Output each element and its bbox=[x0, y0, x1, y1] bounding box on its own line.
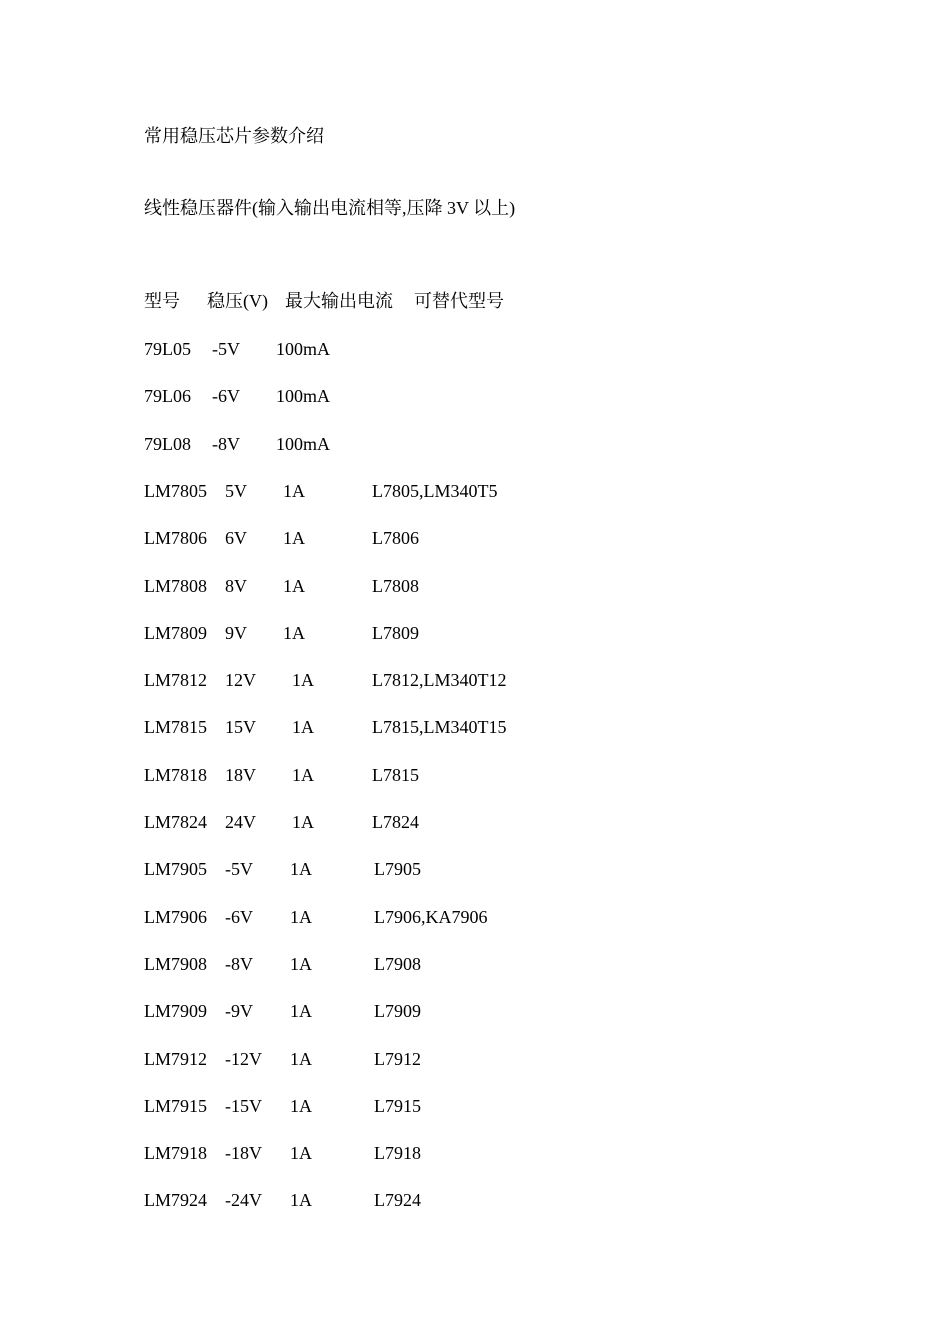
cell-alternatives: L7908 bbox=[374, 954, 421, 974]
cell-voltage: 18V bbox=[225, 765, 256, 785]
cell-current: 1A bbox=[283, 623, 305, 643]
table-row bbox=[0, 1189, 950, 1211]
cell-alternatives: L7809 bbox=[372, 623, 419, 643]
table-row bbox=[0, 1142, 950, 1164]
cell-model: 79L05 bbox=[144, 339, 191, 359]
cell-current: 1A bbox=[290, 1001, 312, 1021]
cell-alternatives: L7824 bbox=[372, 812, 419, 832]
header-max-current: 最大输出电流 bbox=[285, 291, 393, 311]
cell-voltage: 6V bbox=[225, 528, 247, 548]
table-row bbox=[0, 1000, 950, 1022]
table-row bbox=[0, 906, 950, 928]
table-row bbox=[0, 385, 950, 407]
table-row bbox=[0, 575, 950, 597]
cell-voltage: -9V bbox=[225, 1001, 253, 1021]
cell-model: LM7915 bbox=[144, 1096, 207, 1116]
cell-alternatives: L7924 bbox=[374, 1190, 421, 1210]
table-row bbox=[0, 858, 950, 880]
cell-alternatives: L7815,LM340T15 bbox=[372, 717, 507, 737]
cell-current: 1A bbox=[290, 954, 312, 974]
cell-alternatives: L7812,LM340T12 bbox=[372, 670, 507, 690]
cell-current: 1A bbox=[292, 717, 314, 737]
cell-model: LM7809 bbox=[144, 623, 207, 643]
cell-model: LM7905 bbox=[144, 859, 207, 879]
cell-alternatives: L7808 bbox=[372, 576, 419, 596]
cell-voltage: -5V bbox=[225, 859, 253, 879]
cell-voltage: -12V bbox=[225, 1049, 262, 1069]
cell-model: LM7824 bbox=[144, 812, 207, 832]
cell-voltage: -6V bbox=[212, 386, 240, 406]
cell-voltage: 5V bbox=[225, 481, 247, 501]
cell-current: 1A bbox=[292, 812, 314, 832]
table-row bbox=[0, 527, 950, 549]
cell-current: 1A bbox=[290, 907, 312, 927]
cell-voltage: -8V bbox=[212, 434, 240, 454]
cell-voltage: -24V bbox=[225, 1190, 262, 1210]
cell-voltage: -15V bbox=[225, 1096, 262, 1116]
cell-voltage: 12V bbox=[225, 670, 256, 690]
cell-model: LM7818 bbox=[144, 765, 207, 785]
table-row bbox=[0, 1048, 950, 1070]
table-row bbox=[0, 716, 950, 738]
cell-current: 1A bbox=[290, 1096, 312, 1116]
cell-voltage: -6V bbox=[225, 907, 253, 927]
cell-model: LM7815 bbox=[144, 717, 207, 737]
cell-current: 1A bbox=[290, 1143, 312, 1163]
cell-current: 1A bbox=[283, 481, 305, 501]
cell-alternatives: L7815 bbox=[372, 765, 419, 785]
cell-current: 100mA bbox=[276, 386, 330, 406]
cell-current: 100mA bbox=[276, 434, 330, 454]
cell-current: 1A bbox=[292, 765, 314, 785]
cell-current: 1A bbox=[290, 1190, 312, 1210]
cell-alternatives: L7918 bbox=[374, 1143, 421, 1163]
cell-voltage: -8V bbox=[225, 954, 253, 974]
header-alternatives: 可替代型号 bbox=[414, 291, 504, 311]
cell-current: 1A bbox=[292, 670, 314, 690]
header-voltage: 稳压(V) bbox=[207, 291, 268, 311]
table-row bbox=[0, 1095, 950, 1117]
cell-model: LM7806 bbox=[144, 528, 207, 548]
table-header-row bbox=[0, 290, 950, 312]
cell-model: LM7812 bbox=[144, 670, 207, 690]
cell-current: 1A bbox=[290, 1049, 312, 1069]
cell-current: 1A bbox=[283, 528, 305, 548]
header-model: 型号 bbox=[144, 291, 180, 311]
cell-current: 1A bbox=[283, 576, 305, 596]
cell-model: LM7908 bbox=[144, 954, 207, 974]
table-row bbox=[0, 622, 950, 644]
cell-voltage: 15V bbox=[225, 717, 256, 737]
cell-model: 79L06 bbox=[144, 386, 191, 406]
cell-voltage: 8V bbox=[225, 576, 247, 596]
cell-alternatives: L7909 bbox=[374, 1001, 421, 1021]
table-row bbox=[0, 764, 950, 786]
cell-alternatives: L7906,KA7906 bbox=[374, 907, 488, 927]
cell-alternatives: L7805,LM340T5 bbox=[372, 481, 498, 501]
cell-model: LM7906 bbox=[144, 907, 207, 927]
table-row bbox=[0, 480, 950, 502]
cell-voltage: 24V bbox=[225, 812, 256, 832]
cell-alternatives: L7806 bbox=[372, 528, 419, 548]
cell-alternatives: L7915 bbox=[374, 1096, 421, 1116]
cell-model: LM7805 bbox=[144, 481, 207, 501]
cell-current: 1A bbox=[290, 859, 312, 879]
cell-voltage: 9V bbox=[225, 623, 247, 643]
table-row bbox=[0, 669, 950, 691]
table-row bbox=[0, 433, 950, 455]
table-row bbox=[0, 338, 950, 360]
cell-model: LM7924 bbox=[144, 1190, 207, 1210]
cell-model: LM7912 bbox=[144, 1049, 207, 1069]
cell-model: LM7808 bbox=[144, 576, 207, 596]
cell-current: 100mA bbox=[276, 339, 330, 359]
table-row bbox=[0, 953, 950, 975]
cell-voltage: -5V bbox=[212, 339, 240, 359]
cell-model: 79L08 bbox=[144, 434, 191, 454]
document-title: 常用稳压芯片参数介绍 bbox=[144, 126, 324, 146]
document-subtitle: 线性稳压器件(输入输出电流相等,压降 3V 以上) bbox=[144, 198, 516, 218]
cell-voltage: -18V bbox=[225, 1143, 262, 1163]
cell-alternatives: L7912 bbox=[374, 1049, 421, 1069]
cell-model: LM7918 bbox=[144, 1143, 207, 1163]
cell-model: LM7909 bbox=[144, 1001, 207, 1021]
cell-alternatives: L7905 bbox=[374, 859, 421, 879]
table-row bbox=[0, 811, 950, 833]
